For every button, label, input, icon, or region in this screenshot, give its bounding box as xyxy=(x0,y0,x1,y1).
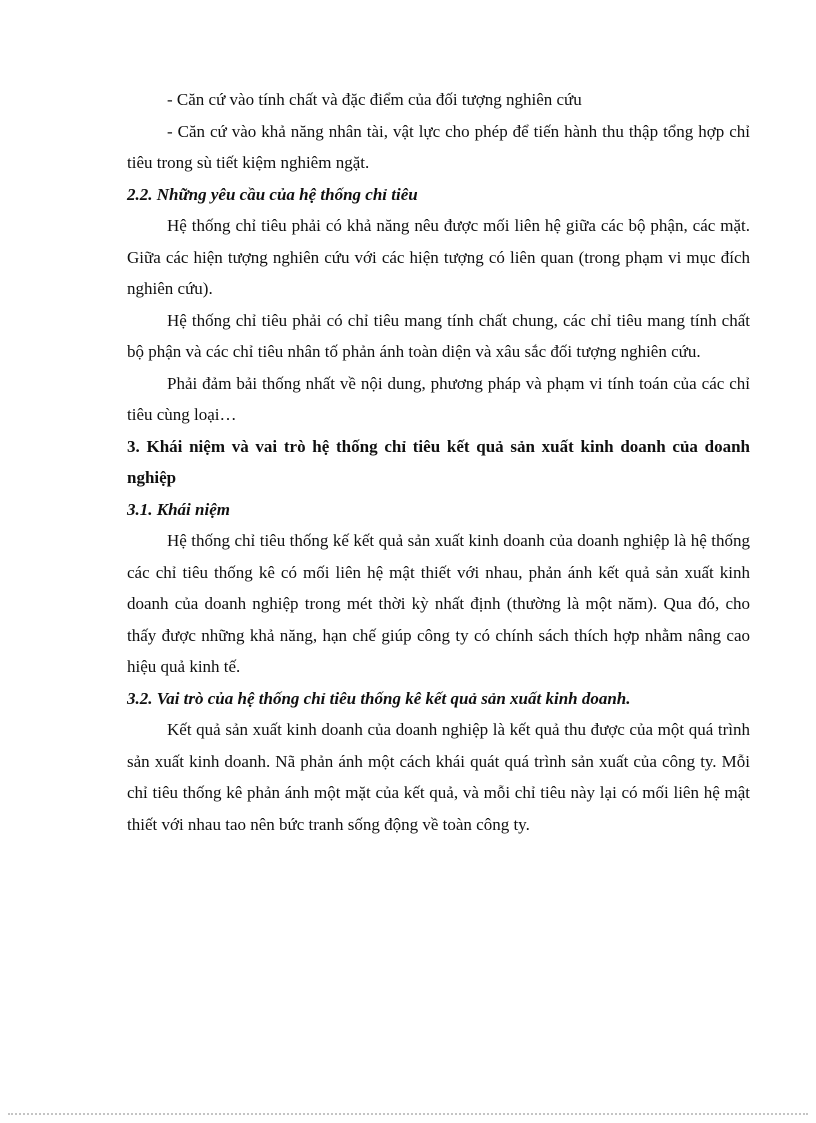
paragraph-requirement-2: Hệ thống chỉ tiêu phải có chỉ tiêu mang tính chất chung, các chỉ tiêu mang tính chất bộ phận và các chỉ tiêu nhân tố phản ánh toàn diện và xâu sắc đối tượng nghiên cứu. xyxy=(127,310,750,361)
paragraph-role: Kết quả sản xuất kinh doanh của doanh nghiệp là kết quả thu được của một quá trình sản xuất kinh doanh. Nã phản ánh một cách khái quát quá trình sản xuất của công ty. Mỗi chỉ tiêu thống kê phản ánh một mặt của kết quả, và mỗi chỉ tiêu này lại có mối liên hệ mật thiết với nhau tao nên bức tranh sống động về toàn công ty. xyxy=(127,720,750,834)
paragraph-requirement-3: Phải đảm bải thống nhất về nội dung, phương pháp và phạm vi tính toán của các chỉ tiêu cùng loại… xyxy=(127,373,750,424)
heading-3-2: 3.2. Vai trò của hệ thống chỉ tiêu thống kê kết quả sản xuất kinh doanh. xyxy=(127,688,631,708)
heading-3: 3. Khái niệm và vai trò hệ thống chỉ tiêu kết quả sản xuất kinh doanh của doanh nghiệp xyxy=(127,436,750,487)
paragraph-requirement-1: Hệ thống chỉ tiêu phải có khả năng nêu được mối liên hệ giữa các bộ phận, các mặt. Giữa các hiện tượng nghiên cứu với các hiện tượng có liên quan (trong phạm vi mục đích nghiên cứu). xyxy=(127,216,750,298)
list-dash-item-2: - Căn cứ vào khả năng nhân tài, vật lực cho phép để tiến hành thu thập tổng hợp chỉ tiêu trong sù tiết kiệm nghiêm ngặt. xyxy=(127,121,750,172)
heading-3-1: 3.1. Khái niệm xyxy=(127,499,230,519)
page-bottom-dotted-line xyxy=(8,1113,808,1115)
heading-2-2: 2.2. Những yêu cầu của hệ thống chỉ tiêu xyxy=(127,184,418,204)
paragraph-definition: Hệ thống chỉ tiêu thống kế kết quả sản xuất kinh doanh của doanh nghiệp là hệ thống các chỉ tiêu thống kê có mối liên hệ mật thiết với nhau, phản ánh kết quả sản xuất kinh doanh của doanh nghiệp trong mét thời kỳ nhất định (thường là một năm). Qua đó, cho thấy được những khả năng, hạn chế giúp công ty có chính sách thích hợp nhằm nâng cao hiệu quả kinh tế. xyxy=(127,531,750,676)
list-dash-item-1: - Căn cứ vào tính chất và đặc điểm của đối tượng nghiên cứu xyxy=(167,90,582,109)
document-text-block xyxy=(127,84,750,840)
